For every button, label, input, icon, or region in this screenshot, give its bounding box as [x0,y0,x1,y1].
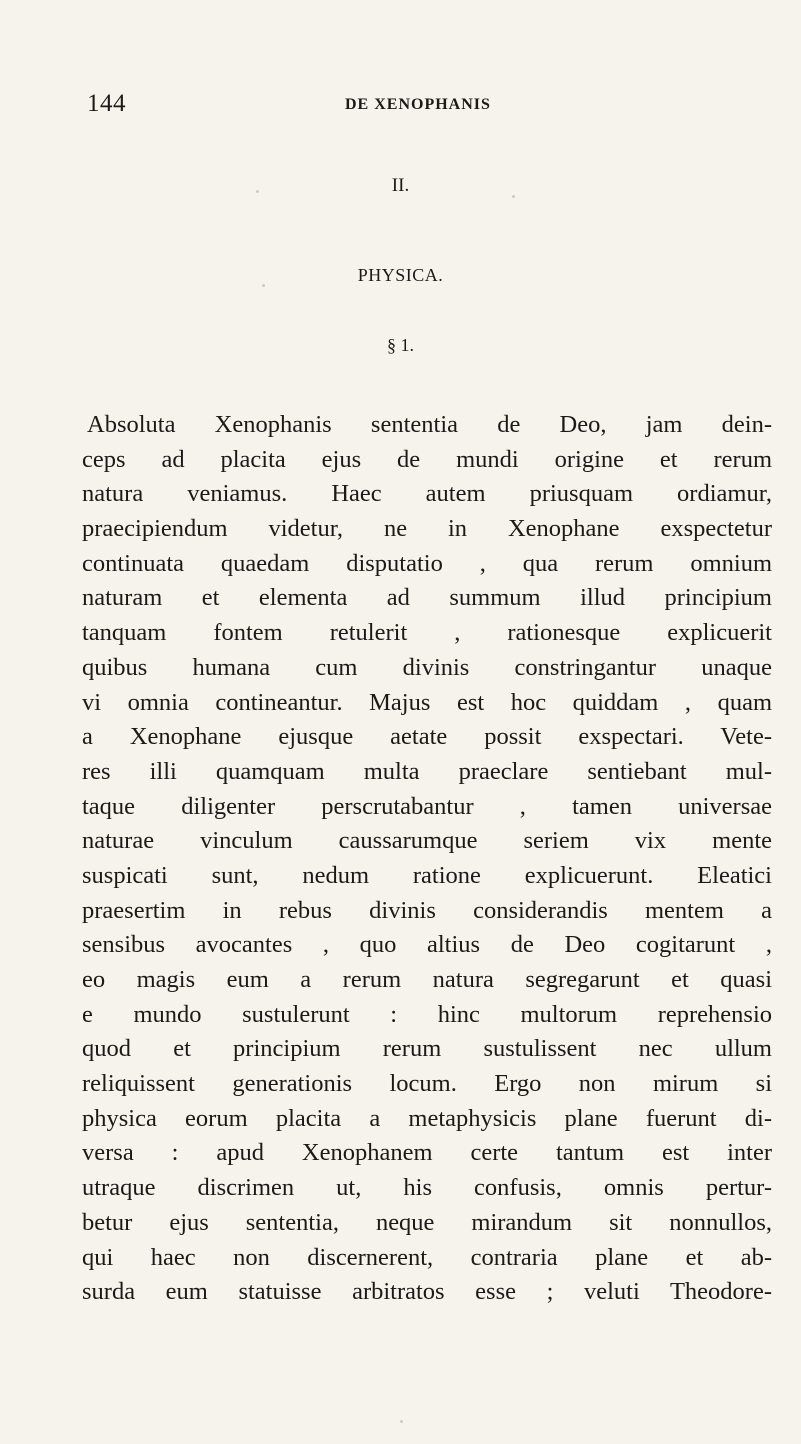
text-line: ceps ad placita ejus de mundi origine et rerum [82,445,772,473]
paper-speck [512,195,515,198]
paper-speck [256,190,259,193]
text-line: vi omnia contineantur. Majus est hoc quiddam , quam [82,688,772,716]
text-line: betur ejus sententia, neque mirandum sit nonnullos, [82,1208,772,1236]
text-line: suspicati sunt, nedum ratione explicuerunt. Eleatici [82,861,772,889]
text-line: surda eum statuisse arbitratos esse ; veluti Theodore- [82,1278,772,1306]
running-head: DE XENOPHANIS [345,96,491,113]
text-line: natura veniamus. Haec autem priusquam ordiamur, [82,480,772,508]
page-number: 144 [87,90,126,117]
text-line: qui haec non discernerent, contraria plane et ab- [82,1243,772,1271]
text-line: e mundo sustulerunt : hinc multorum reprehensio [82,1000,772,1028]
text-line: Absoluta Xenophanis sententia de Deo, jam dein- [87,411,772,438]
chapter-number: II. [391,175,410,196]
text-line: versa : apud Xenophanem certe tantum est inter [82,1139,772,1167]
text-line: tanquam fontem retulerit , rationesque explicuerit [82,619,772,647]
text-line: eo magis eum a rerum natura segregarunt et quasi [82,966,772,993]
paper-speck [262,284,265,287]
text-line: sensibus avocantes , quo altius de Deo cogitarunt , [82,931,772,959]
section-mark: § 1. [387,335,414,355]
text-line: a Xenophane ejusque aetate possit exspectari. Vete- [82,723,772,751]
text-line: physica eorum placita a metaphysicis plane fuerunt di- [82,1104,772,1132]
text-line: utraque discrimen ut, his confusis, omnis pertur- [82,1174,772,1202]
text-line: reliquissent generationis locum. Ergo non mirum si [82,1070,772,1098]
text-line: naturae vinculum caussarumque seriem vix mente [82,827,772,855]
text-line: continuata quaedam disputatio , qua rerum omnium [82,549,772,577]
text-line: res illi quamquam multa praeclare sentiebant mul- [82,757,772,785]
text-line: quod et principium rerum sustulissent nec ullum [82,1035,772,1063]
text-line: praesertim in rebus divinis considerandis mentem a [82,896,772,924]
body-text [82,408,772,1310]
text-line: quibus humana cum divinis constringantur unaque [82,653,772,681]
text-line: praecipiendum videtur, ne in Xenophane exspectetur [82,515,772,543]
text-line: naturam et elementa ad summum illud principium [82,584,772,612]
text-line: taque diligenter perscrutabantur , tamen universae [82,792,772,820]
paper-speck [400,1420,403,1423]
chapter-title: PHYSICA. [357,265,444,285]
